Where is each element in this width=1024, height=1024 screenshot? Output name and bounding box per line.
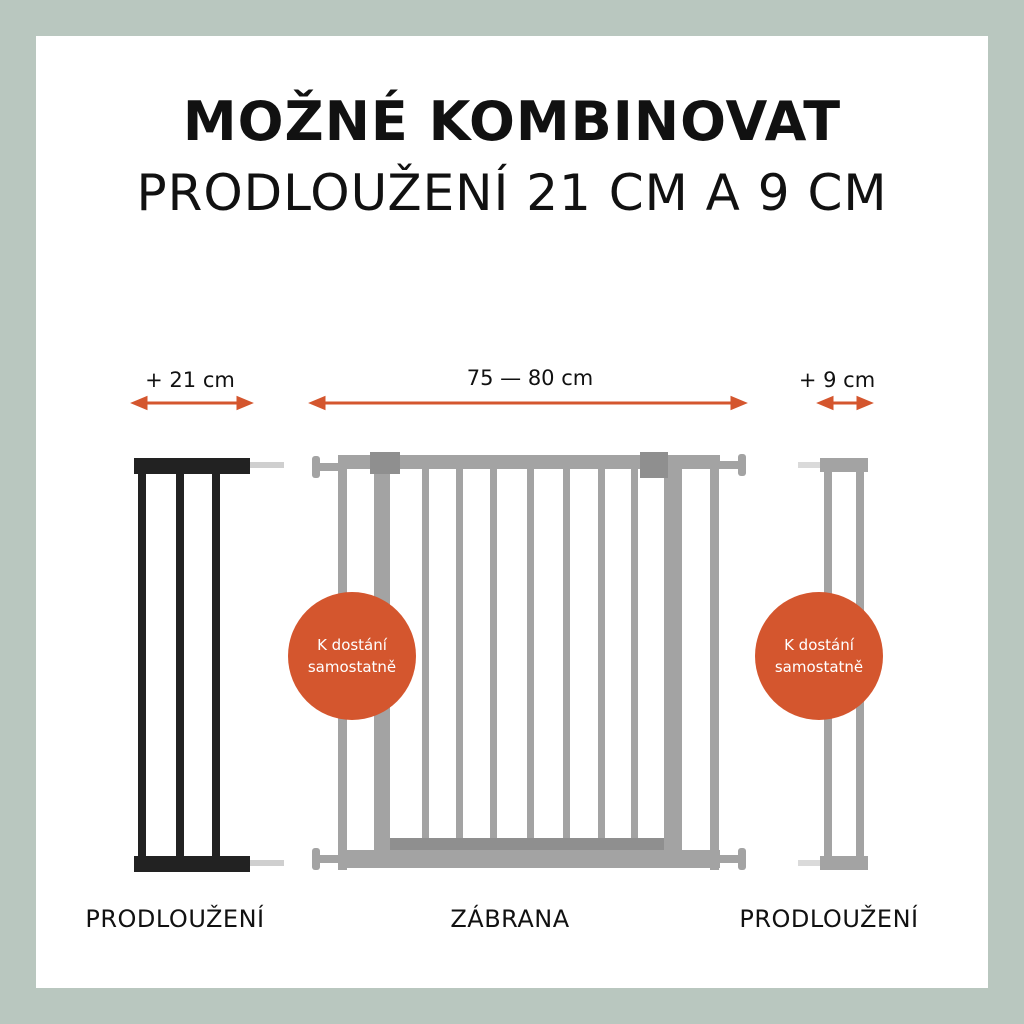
caption-right-extension: PRODLOUŽENÍ [739,905,919,933]
badge-line-2: samostatně [307,658,397,676]
badge-line-1: K dostání [784,636,854,654]
availability-badge-right [755,592,883,720]
badge-line-1: K dostání [317,636,387,654]
availability-badge-left [288,592,416,720]
caption-gate: ZÁBRANA [450,905,570,933]
dimension-arrows [134,398,870,408]
gate-dimension: 75 — 80 cm [466,366,594,390]
left-extension-dimension: + 21 cm [145,368,235,392]
caption-left-extension: PRODLOUŽENÍ [85,905,265,933]
badge-line-2: samostatně [774,658,864,676]
right-extension-dimension: + 9 cm [798,368,876,392]
title-line-2: PRODLOUŽENÍ 21 CM A 9 CM [136,164,888,222]
title-line-1: MOŽNÉ KOMBINOVAT [182,90,842,153]
left-extension-piece [134,458,284,872]
